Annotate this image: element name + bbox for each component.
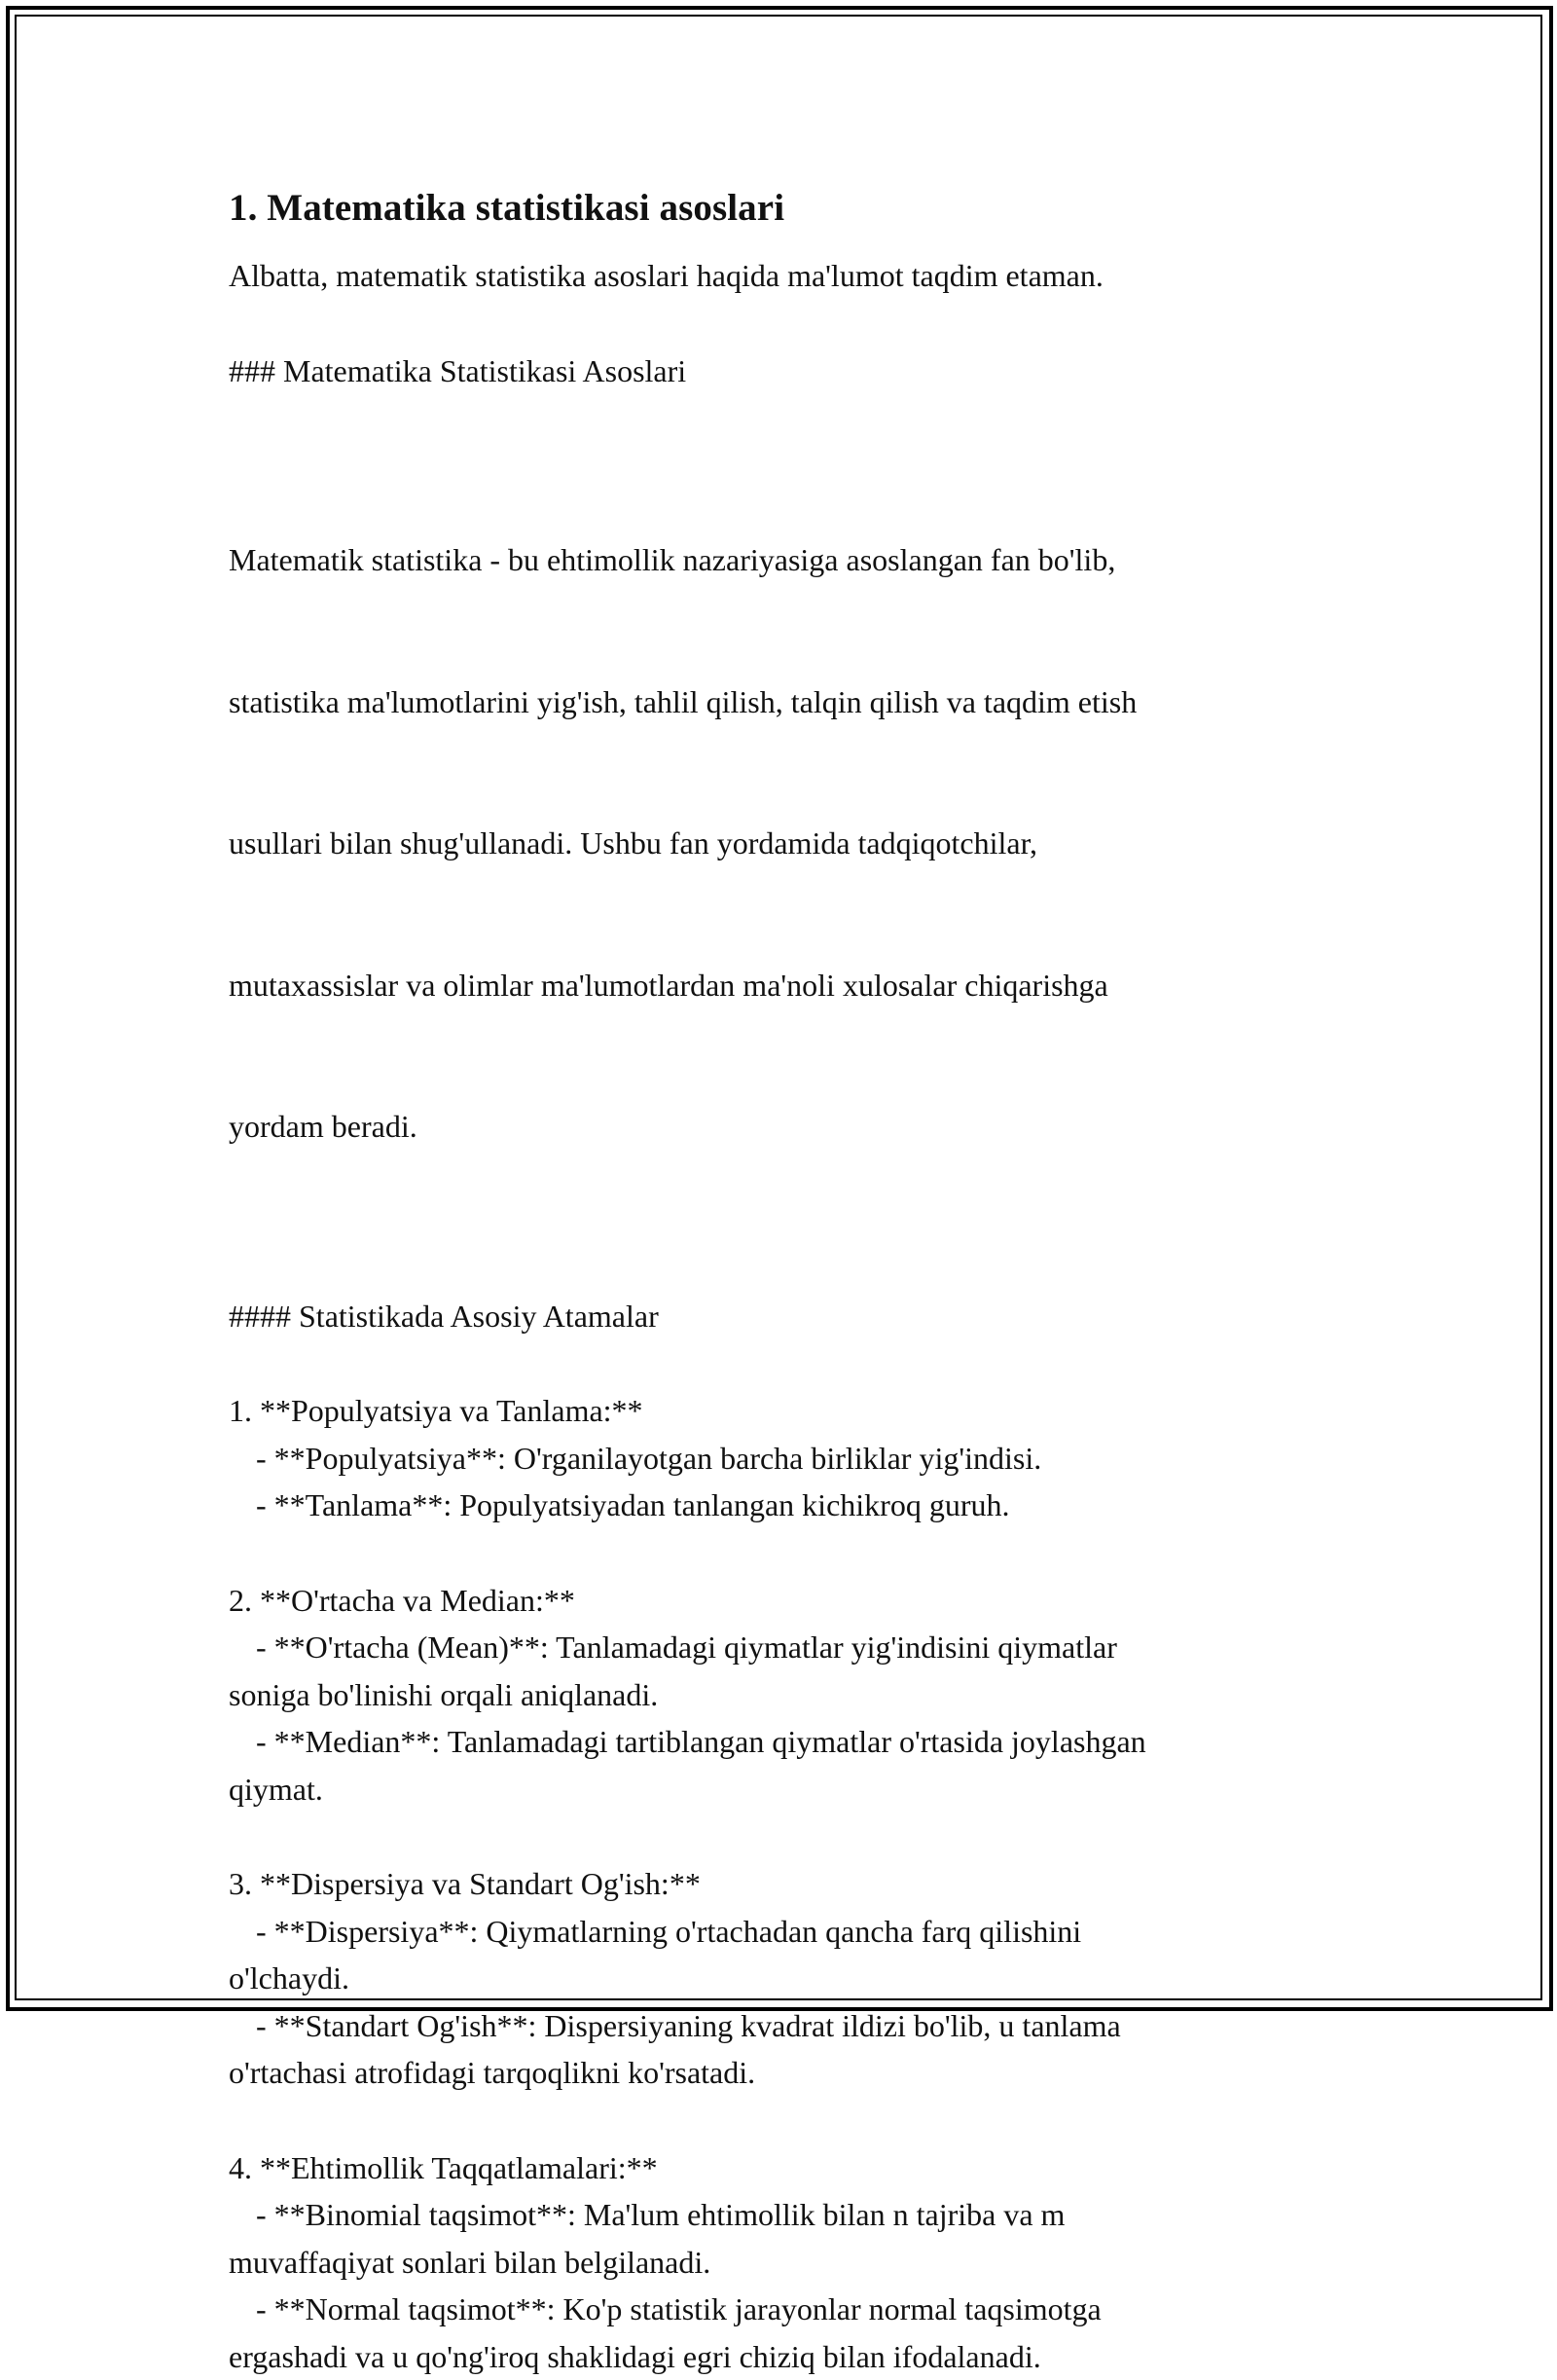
list-item-line: - **Standart Og'ish**: Dispersiyaning kvadrat ildizi bo'lib, u tanlama [229, 2002, 1328, 2050]
list-item-header: 2. **O'rtacha va Median:** [229, 1577, 1328, 1625]
list-item-line: qiymat. [229, 1766, 1328, 1813]
paragraph-line: statistika ma'lumotlarini yig'ish, tahlil qilish, talqin qilish va taqdim etish [229, 678, 1328, 726]
list-item-line: - **Binomial taqsimot**: Ma'lum ehtimollik bilan n tajriba va m [229, 2191, 1328, 2239]
list-item-line: - **Tanlama**: Populyatsiyadan tanlangan kichikroq guruh. [229, 1482, 1328, 1529]
list-item [229, 1860, 1328, 2097]
intro-text: Albatta, matematik statistika asoslari haqida ma'lumot taqdim etaman. [229, 252, 1328, 300]
section-heading: ### Matematika Statistikasi Asoslari [229, 348, 1328, 395]
list-item-line: muvaffaqiyat sonlari bilan belgilanadi. [229, 2239, 1328, 2287]
list-item [229, 2144, 1328, 2380]
list-item [229, 1577, 1328, 1813]
list-item-line: soniga bo'linishi orqali aniqlanadi. [229, 1671, 1328, 1719]
list-item-header: 3. **Dispersiya va Standart Og'ish:** [229, 1860, 1328, 1908]
paragraph-line: yordam beradi. [229, 1103, 1328, 1151]
list-item-line: - **Populyatsiya**: O'rganilayotgan barcha birliklar yig'indisi. [229, 1435, 1328, 1483]
list-item-line: - **Normal taqsimot**: Ko'p statistik jarayonlar normal taqsimotga [229, 2286, 1328, 2333]
list-item-line: o'lchaydi. [229, 1955, 1328, 2002]
list-item-header: 4. **Ehtimollik Taqqatlamalari:** [229, 2144, 1328, 2192]
list-item-line: - **Dispersiya**: Qiymatlarning o'rtachadan qancha farq qilishini [229, 1908, 1328, 1956]
list-item-line: - **Median**: Tanlamadagi tartiblangan qiymatlar o'rtasida joylashgan [229, 1718, 1328, 1766]
terms-list [229, 1387, 1328, 2380]
definition-paragraph [229, 442, 1328, 1245]
list-item [229, 1387, 1328, 1529]
document-body [229, 185, 1328, 2380]
subsection-heading: #### Statistikada Asosiy Atamalar [229, 1293, 1328, 1340]
document-title: 1. Matematika statistikasi asoslari [229, 185, 1328, 232]
list-item-header: 1. **Populyatsiya va Tanlama:** [229, 1387, 1328, 1435]
paragraph-line: mutaxassislar va olimlar ma'lumotlardan ma'noli xulosalar chiqarishga [229, 962, 1328, 1009]
paragraph-line: Matematik statistika - bu ehtimollik nazariyasiga asoslangan fan bo'lib, [229, 536, 1328, 584]
list-item-line: ergashadi va u qo'ng'iroq shaklidagi egri chiziq bilan ifodalanadi. [229, 2333, 1328, 2380]
list-item-line: o'rtachasi atrofidagi tarqoqlikni ko'rsatadi. [229, 2049, 1328, 2097]
paragraph-line: usullari bilan shug'ullanadi. Ushbu fan yordamida tadqiqotchilar, [229, 820, 1328, 867]
list-item-line: - **O'rtacha (Mean)**: Tanlamadagi qiymatlar yig'indisini qiymatlar [229, 1624, 1328, 1671]
